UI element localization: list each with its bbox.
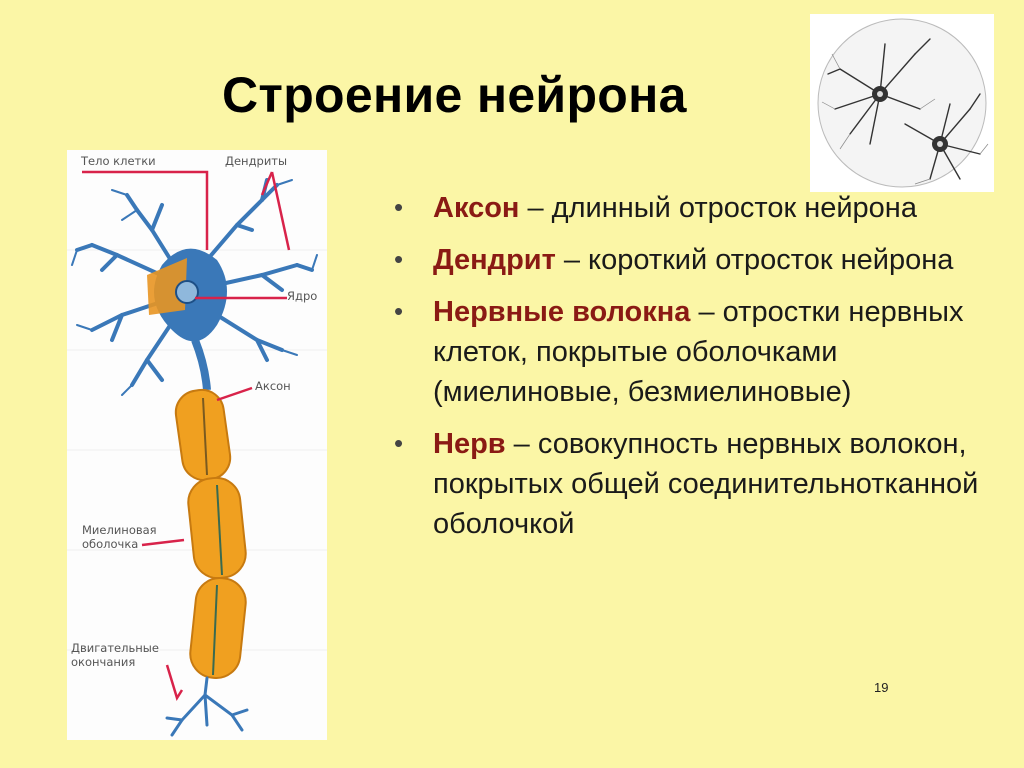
neuron-diagram (67, 150, 327, 740)
micrograph-drawing (810, 14, 994, 192)
slide-title: Строение нейрона (222, 67, 687, 123)
term-dendrite: Дендрит (433, 244, 556, 276)
label-myelin-2: оболочка (82, 537, 139, 551)
label-cell-body: Тело клетки (81, 154, 156, 168)
label-myelin-1: Миелиновая (82, 523, 157, 537)
label-dendrites: Дендриты (225, 154, 288, 168)
definition-dendrite: – короткий отросток нейрона (555, 244, 954, 276)
definitions-list (390, 188, 990, 556)
label-motor-1: Двигательные (71, 641, 159, 655)
definition-nerve-fibers: – отростки нервных клеток, покрытые оболочками (миелиновые, безмиелиновые) (433, 296, 964, 408)
term-nerve-fibers: Нервные волокна (433, 296, 691, 328)
label-nucleus: Ядро (287, 289, 318, 303)
label-axon: Аксон (255, 379, 291, 393)
definition-axon: – длинный отросток нейрона (519, 192, 917, 224)
term-axon: Аксон (433, 192, 520, 224)
list-item (390, 292, 990, 412)
definition-nerve: – совокупность нервных волокон, покрытых общей соединительнотканной оболочкой (433, 428, 979, 540)
list-item (390, 240, 990, 280)
nucleus-shape (176, 281, 198, 303)
term-nerve: Нерв (433, 428, 506, 460)
neuron-micrograph (810, 14, 994, 192)
list-item (390, 424, 990, 544)
list-item (390, 188, 990, 228)
myelin-sheath-shape (173, 387, 248, 680)
motor-endings-shape (167, 678, 247, 735)
page-number: 19 (874, 680, 889, 695)
label-motor-2: окончания (71, 655, 136, 669)
